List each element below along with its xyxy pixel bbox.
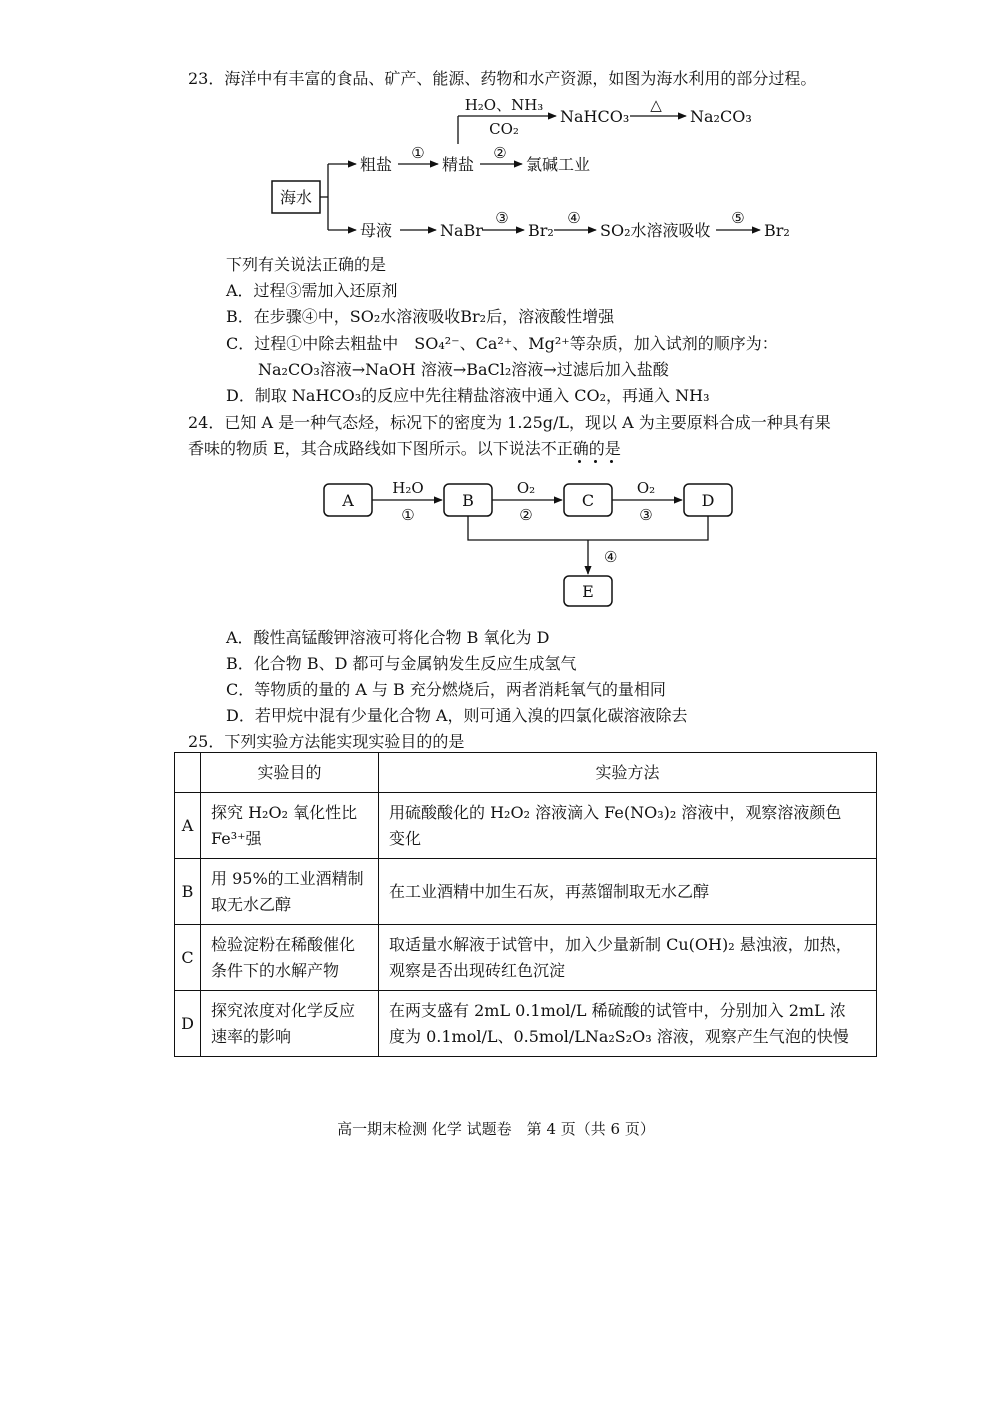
step2-mark: ② <box>493 144 507 162</box>
so2-absorb-label: SO₂水溶液吸收 <box>600 221 711 240</box>
row-label: C <box>175 925 201 991</box>
purpose-cell <box>201 793 379 859</box>
mother-liquor-label: 母液 <box>360 221 393 240</box>
label-c: C <box>581 491 595 510</box>
step3-mark: ③ <box>495 209 509 227</box>
row-label: B <box>175 859 201 925</box>
reagent-o2-1: O₂ <box>516 479 536 497</box>
reagent-co2: CO₂ <box>489 120 519 138</box>
crude-salt-label: 粗盐 <box>360 155 393 174</box>
step2-mark: ② <box>519 506 533 524</box>
q25-table <box>174 752 877 1057</box>
method-line: 取适量水解液于试管中，加入少量新制 Cu(OH)₂ 悬浊液，加热， <box>389 934 852 954</box>
reagents-top: H₂O、NH₃ <box>464 96 544 114</box>
q23-option-d: D．制取 NaHCO₃的反应中先往精盐溶液中通入 CO₂，再通入 NH₃ <box>226 386 710 405</box>
refined-salt-label: 精盐 <box>442 155 475 174</box>
purpose-cell <box>201 859 379 925</box>
purpose-line: 检验淀粉在稀酸催化 <box>211 934 356 954</box>
nabr-label: NaBr <box>440 221 483 240</box>
na2co3-label: Na₂CO₃ <box>690 107 752 126</box>
q23-option-c-cont: Na₂CO₃溶液→NaOH 溶液→BaCl₂溶液→过滤后加入盐酸 <box>258 360 669 379</box>
q25-stem: 25．下列实验方法能实现实验目的的是 <box>188 732 465 751</box>
method-cell <box>379 991 877 1057</box>
purpose-line: 取无水乙醇 <box>211 894 292 914</box>
row-label: A <box>175 793 201 859</box>
step5-mark: ⑤ <box>731 209 745 227</box>
q23-prompt: 下列有关说法正确的是 <box>226 255 387 274</box>
q23-option-b: B．在步骤④中，SO₂水溶液吸收Br₂后，溶液酸性增强 <box>226 307 615 326</box>
header-purpose: 实验目的 <box>201 753 379 793</box>
method-line: 度为 0.1mol/L、0.5mol/LNa₂S₂O₃ 溶液，观察产生气泡的快慢 <box>389 1026 849 1046</box>
purpose-line: 条件下的水解产物 <box>211 960 340 980</box>
purpose-line: 探究 H₂O₂ 氧化性比 <box>211 802 358 822</box>
method-line: 变化 <box>389 828 422 848</box>
nahco3-label: NaHCO₃ <box>560 107 630 126</box>
purpose-line: 用 95%的工业酒精制 <box>211 868 364 888</box>
row-label: D <box>175 991 201 1057</box>
br2-a-label: Br₂ <box>528 221 554 240</box>
q24-option-b: B．化合物 B、D 都可与金属钠发生反应生成氢气 <box>226 654 577 673</box>
chlor-alkali-label: 氯碱工业 <box>526 155 591 174</box>
purpose-cell <box>201 925 379 991</box>
method-cell <box>379 859 877 925</box>
method-line: 观察是否出现砖红色沉淀 <box>389 960 566 980</box>
q23-diagram <box>260 92 800 250</box>
step1-mark: ① <box>411 144 425 162</box>
method-cell <box>379 793 877 859</box>
reagent-h2o: H₂O <box>392 479 424 497</box>
table-row <box>175 859 877 925</box>
label-d: D <box>701 491 715 510</box>
purpose-line: Fe³⁺强 <box>211 828 262 848</box>
step3-mark: ③ <box>639 506 653 524</box>
method-line: 在两支盛有 2mL 0.1mol/L 稀硫酸的试管中，分别加入 2mL 浓 <box>389 1000 846 1020</box>
heat-mark: △ <box>650 96 662 114</box>
method-line: 在工业酒精中加生石灰，再蒸馏制取无水乙醇 <box>389 881 710 901</box>
emphasis-dot <box>594 460 597 463</box>
step1-mark: ① <box>401 506 415 524</box>
q24-stem-line2: 香味的物质 E，其合成路线如下图所示。以下说法不正确的是 <box>188 439 621 458</box>
emphasis-dot <box>578 460 581 463</box>
q24-stem-line1: 24．已知 A 是一种气态烃，标况下的密度为 1.25g/L，现以 A 为主要原料合成一种具有果 <box>188 413 831 432</box>
q24-diagram <box>320 476 740 608</box>
step4-mark: ④ <box>567 209 581 227</box>
method-cell <box>379 925 877 991</box>
q24-option-a: A．酸性高锰酸钾溶液可将化合物 B 氧化为 D <box>226 628 550 647</box>
br2-b-label: Br₂ <box>764 221 790 240</box>
table-header-row <box>175 753 877 793</box>
emphasis-dot <box>610 460 613 463</box>
q24-option-d: D．若甲烷中混有少量化合物 A，则可通入溴的四氯化碳溶液除去 <box>226 706 688 725</box>
label-b: B <box>462 491 474 510</box>
q24-option-c: C．等物质的量的 A 与 B 充分燃烧后，两者消耗氧气的量相同 <box>226 680 666 699</box>
reagent-o2-2: O₂ <box>636 479 656 497</box>
label-e: E <box>582 582 594 601</box>
purpose-line: 探究浓度对化学反应 <box>211 1000 356 1020</box>
purpose-cell <box>201 991 379 1057</box>
q23-option-c: C．过程①中除去粗盐中 SO₄²⁻、Ca²⁺、Mg²⁺等杂质，加入试剂的顺序为： <box>226 334 778 353</box>
header-method: 实验方法 <box>379 753 877 793</box>
seawater-label: 海水 <box>279 188 313 207</box>
table-row <box>175 991 877 1057</box>
method-line: 用硫酸酸化的 H₂O₂ 溶液滴入 Fe(NO₃)₂ 溶液中，观察溶液颜色 <box>389 802 842 822</box>
step4-mark: ④ <box>604 548 618 566</box>
table-row <box>175 925 877 991</box>
q23-stem: 23．海洋中有丰富的食品、矿产、能源、药物和水产资源，如图为海水利用的部分过程。 <box>188 69 817 88</box>
table-row <box>175 793 877 859</box>
q23-option-a: A．过程③需加入还原剂 <box>226 281 398 300</box>
label-a: A <box>342 491 354 510</box>
header-cell-empty <box>175 753 201 793</box>
page-footer: 高一期末检测 化学 试题卷 第 4 页（共 6 页） <box>337 1120 655 1138</box>
purpose-line: 速率的影响 <box>211 1026 292 1046</box>
